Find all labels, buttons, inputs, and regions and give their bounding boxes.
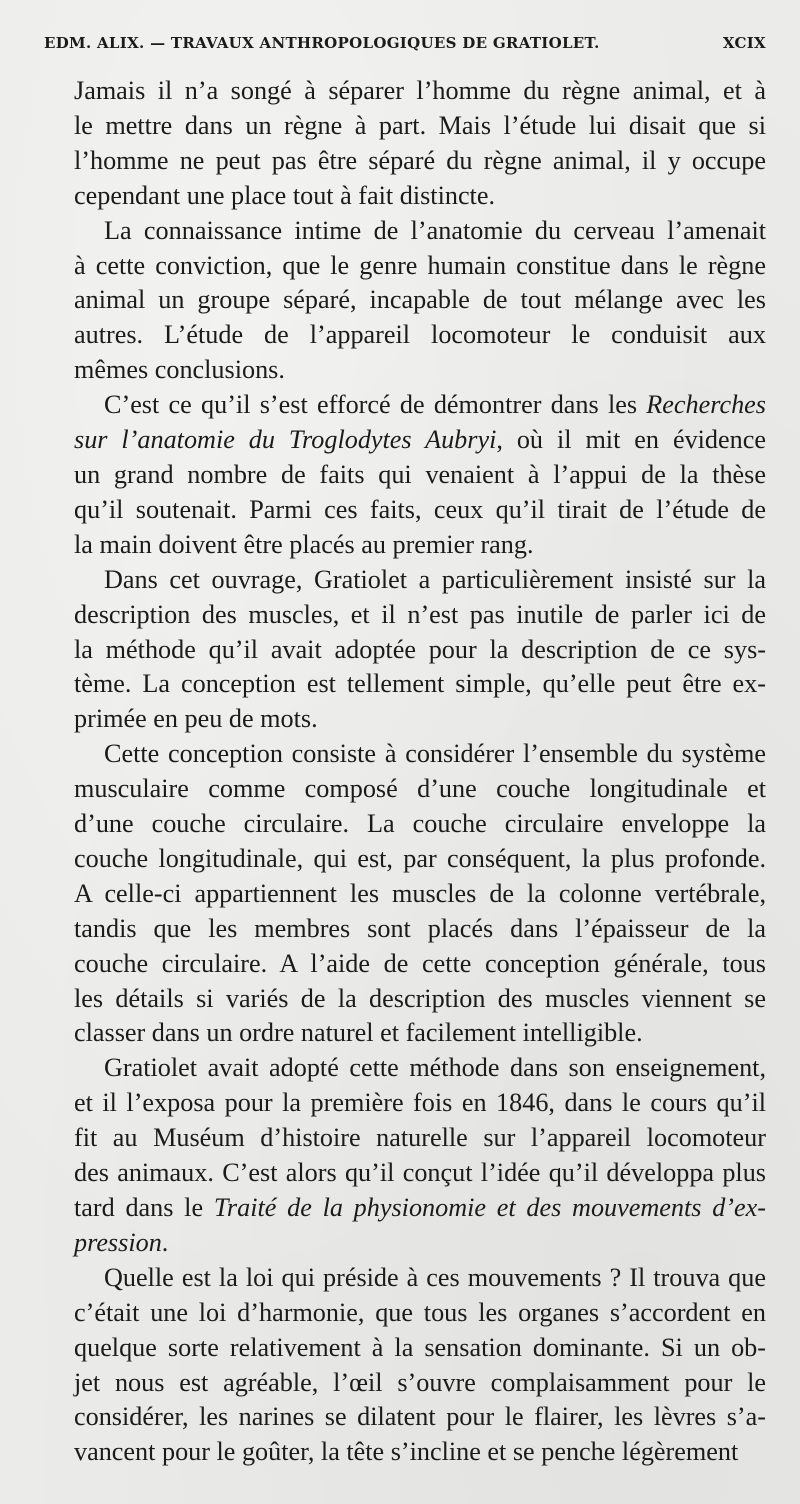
- text-line: autres. L’étude de l’appareil locomoteur le conduisit aux: [74, 320, 766, 350]
- paragraph: [44, 388, 766, 563]
- text-line: considérer, les narines se dilatent pour le flairer, les lèvres s’a-: [74, 1402, 766, 1432]
- text-line: couche longitudinale, qui est, par conséquent, la plus profonde.: [74, 843, 766, 873]
- text-line: le mettre dans un règne à part. Mais l’étude lui disait que si: [74, 110, 766, 140]
- body-text: [44, 74, 766, 1470]
- text-line: sur l’anatomie du Troglodytes Aubryi, où il mit en évidence: [74, 425, 766, 455]
- text-line: couche circulaire. A l’aide de cette conception générale, tous: [74, 948, 766, 978]
- text-line: tème. La conception est tellement simple, qu’elle peut être ex-: [74, 669, 766, 699]
- text-line: Jamais il n’a songé à séparer l’homme du règne animal, et à: [74, 76, 766, 105]
- paragraph: [44, 1051, 766, 1260]
- text-line: vancent pour le goûter, la tête s’incline et se penche légèrement: [74, 1437, 739, 1467]
- text-line: jet nous est agréable, l’œil s’ouvre complaisamment pour le: [74, 1367, 766, 1397]
- text-line: l’homme ne peut pas être séparé du règne animal, il y occupe: [74, 145, 766, 175]
- running-title: EDM. ALIX. — TRAVAUX ANTHROPOLOGIQUES DE GRATIOLET.: [44, 34, 600, 52]
- text-line: fit au Muséum d’histoire naturelle sur l’appareil locomoteur: [74, 1123, 766, 1153]
- text-line: Gratiolet avait adopté cette méthode dans son enseignement,: [104, 1053, 766, 1083]
- text-line: description des muscles, et il n’est pas inutile de parler ici de: [74, 599, 766, 629]
- running-header: [44, 34, 766, 60]
- text-line: Quelle est la loi qui préside à ces mouvements ? Il trouva que: [104, 1262, 766, 1292]
- text-line: Cette conception consiste à considérer l’ensemble du système: [104, 739, 766, 769]
- text-line: La connaissance intime de l’anatomie du cerveau l’amenait: [104, 215, 766, 245]
- paragraph: [44, 74, 766, 214]
- text-line: Dans cet ouvrage, Gratiolet a particulièrement insisté sur la: [104, 564, 766, 594]
- text-line: cependant une place tout à fait distincte.: [74, 180, 496, 210]
- text-line: à cette conviction, que le genre humain constitue dans le règne: [74, 250, 766, 280]
- text-line: c’était une loi d’harmonie, que tous les organes s’accordent en: [74, 1297, 766, 1327]
- text-line: classer dans un ordre naturel et facilement intelligible.: [74, 1018, 643, 1048]
- paragraph: [44, 563, 766, 738]
- text-line: les détails si variés de la description des muscles viennent se: [74, 983, 766, 1013]
- text-line: tard dans le Traité de la physionomie et des mouvements d’ex-: [74, 1193, 766, 1222]
- paragraph: [44, 1261, 766, 1470]
- text-line: qu’il soutenait. Parmi ces faits, ceux qu’il tirait de l’étude de: [74, 494, 766, 524]
- text-line: primée en peu de mots.: [74, 704, 318, 734]
- text-line: et il l’exposa pour la première fois en 1846, dans le cours qu’il: [74, 1088, 766, 1118]
- page-number: XCIX: [722, 34, 766, 52]
- text-line: A celle-ci appartiennent les muscles de la colonne vertébrale,: [74, 878, 766, 908]
- text-line: la méthode qu’il avait adoptée pour la description de ce sys-: [74, 634, 766, 664]
- text-line: la main doivent être placés au premier rang.: [74, 529, 534, 559]
- paragraph: [44, 737, 766, 1051]
- text-line: un grand nombre de faits qui venaient à l’appui de la thèse: [74, 459, 766, 489]
- text-line: des animaux. C’est alors qu’il conçut l’idée qu’il développa plus: [74, 1158, 766, 1188]
- text-line: animal un groupe séparé, incapable de tout mélange avec les: [74, 285, 766, 315]
- text-line: tandis que les membres sont placés dans l’épaisseur de la: [74, 913, 766, 943]
- text-line: pression.: [74, 1227, 169, 1257]
- text-line: d’une couche circulaire. La couche circulaire enveloppe la: [74, 809, 766, 839]
- text-line: quelque sorte relativement à la sensation dominante. Si un ob-: [74, 1332, 766, 1362]
- text-line: musculaire comme composé d’une couche longitudinale et: [74, 774, 766, 804]
- text-line: C’est ce qu’il s’est efforcé de démontrer dans les Recherches: [104, 390, 766, 420]
- text-line: mêmes conclusions.: [74, 355, 285, 385]
- paragraph: [44, 214, 766, 389]
